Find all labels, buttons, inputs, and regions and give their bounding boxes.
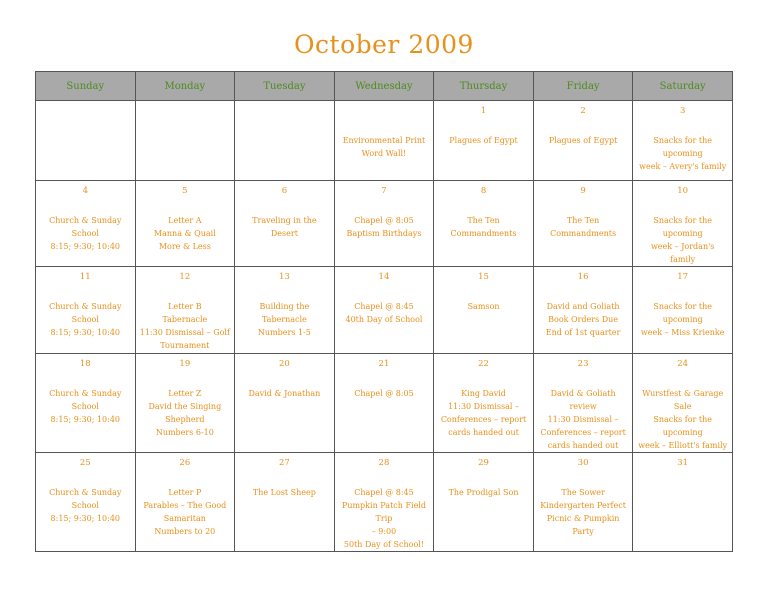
event-text: Church & Sunday School <box>49 216 122 238</box>
event-text: The Prodigal Son <box>448 488 519 497</box>
event-text: 8:15; 9:30; 10:40 <box>50 242 121 251</box>
event-text: David and Goliath <box>546 302 620 311</box>
day-cell <box>434 453 534 552</box>
day-number: 15 <box>478 272 489 282</box>
event-text: week – Elliott's family <box>638 441 728 450</box>
event-list <box>239 387 330 400</box>
day-number: 3 <box>679 106 686 116</box>
week-row <box>36 181 733 267</box>
day-number: 21 <box>378 359 390 369</box>
weekday-header-thursday: Thursday <box>434 72 534 101</box>
event-text: Church & Sunday School <box>49 302 122 324</box>
day-number: 5 <box>182 186 188 196</box>
event-text: Letter Z <box>168 389 202 398</box>
event-list <box>40 387 131 426</box>
weekday-header-friday: Friday <box>533 72 633 101</box>
event-list <box>140 214 231 253</box>
day-cell <box>633 354 733 453</box>
weekday-header-tuesday: Tuesday <box>235 72 335 101</box>
day-cell <box>36 181 136 267</box>
day-cell <box>36 354 136 453</box>
day-number: 10 <box>677 186 689 196</box>
day-cell <box>533 354 633 453</box>
event-text: week – Jordan's family <box>650 242 715 264</box>
event-list <box>538 214 629 240</box>
day-number: 14 <box>378 272 390 282</box>
event-text: More & Less <box>158 242 211 251</box>
day-number: 6 <box>281 186 288 196</box>
event-text: Letter B <box>168 302 202 311</box>
event-list <box>140 486 231 538</box>
event-text: – 9:00 <box>371 527 397 536</box>
event-text: Samaritan <box>163 514 206 523</box>
event-text: Baptism Birthdays <box>346 229 422 238</box>
day-number: 25 <box>79 458 91 468</box>
event-list <box>438 300 529 313</box>
day-number: 31 <box>677 458 689 468</box>
day-cell <box>36 267 136 354</box>
day-cell <box>533 101 633 181</box>
event-text: Tournament <box>160 341 210 350</box>
event-text: The Sower <box>561 488 605 497</box>
event-list <box>40 300 131 339</box>
event-text: Letter P <box>168 488 202 497</box>
day-number: 22 <box>478 359 489 369</box>
day-number: 30 <box>577 458 589 468</box>
event-text: Snacks for the upcoming <box>653 415 712 437</box>
event-list <box>538 300 629 339</box>
event-text: Parables – The Good <box>143 501 227 510</box>
day-cell <box>135 453 235 552</box>
day-number: 20 <box>278 359 290 369</box>
day-number <box>136 106 235 118</box>
event-list <box>239 300 330 339</box>
event-text: Numbers to 20 <box>154 527 216 536</box>
event-list <box>438 486 529 499</box>
event-list <box>339 387 430 400</box>
day-cell <box>334 101 434 181</box>
day-number: 24 <box>677 359 689 369</box>
event-text: 40th Day of School <box>345 315 423 324</box>
day-cell <box>135 101 235 181</box>
day-cell <box>633 267 733 354</box>
event-text: Shepherd <box>165 415 205 424</box>
event-text: The Lost Sheep <box>252 488 316 497</box>
day-number: 8 <box>480 186 487 196</box>
event-text: End of 1st quarter <box>545 328 621 337</box>
event-text: cards handed out <box>448 428 519 437</box>
event-list <box>339 486 430 551</box>
event-text: 50th Day of School! <box>343 540 425 549</box>
event-list <box>637 300 728 339</box>
day-number: 18 <box>79 359 91 369</box>
day-cell <box>334 453 434 552</box>
event-text: Wurstfest & Garage Sale <box>642 389 724 411</box>
day-cell <box>633 181 733 267</box>
day-number <box>235 106 334 118</box>
weekday-header-wednesday: Wednesday <box>334 72 434 101</box>
day-cell <box>334 267 434 354</box>
event-text: week – Avery's family <box>639 162 727 171</box>
week-row <box>36 267 733 354</box>
day-number: 17 <box>677 272 689 282</box>
event-text: Snacks for the upcoming <box>653 302 712 324</box>
event-text: Conferences – report <box>540 428 626 437</box>
event-text: David & Jonathan <box>248 389 321 398</box>
event-text: Conferences – report <box>440 415 527 424</box>
event-list <box>637 387 728 452</box>
day-cell <box>533 453 633 552</box>
event-text: Book Orders Due <box>548 315 619 324</box>
day-number: 12 <box>179 272 191 282</box>
day-number: 2 <box>580 106 586 116</box>
event-text: Snacks for the upcoming <box>653 216 712 238</box>
event-text: Letter A <box>168 216 202 225</box>
event-text: Tabernacle <box>162 315 208 324</box>
day-cell <box>36 101 136 181</box>
day-number: 29 <box>478 458 489 468</box>
event-text: Chapel @ 8:05 <box>354 216 414 225</box>
event-text: Church & Sunday School <box>49 389 122 411</box>
day-number: 13 <box>278 272 290 282</box>
event-text: Church & Sunday School <box>49 488 122 510</box>
day-cell <box>533 267 633 354</box>
day-cell <box>334 181 434 267</box>
event-text: 8:15; 9:30; 10:40 <box>50 514 121 523</box>
day-cell <box>633 453 733 552</box>
week-row <box>36 453 733 552</box>
weekday-header-monday: Monday <box>135 72 235 101</box>
day-cell <box>633 101 733 181</box>
day-cell <box>434 267 534 354</box>
day-number: 4 <box>82 186 88 196</box>
day-cell <box>434 181 534 267</box>
week-row <box>36 101 733 181</box>
event-list <box>438 134 529 147</box>
event-list <box>538 387 629 452</box>
event-text: 11:30 Dismissal – <box>448 402 519 411</box>
event-text: Picnic & Pumpkin Party <box>546 514 620 536</box>
day-number: 9 <box>580 186 586 196</box>
event-text: Samson <box>467 302 500 311</box>
event-text: Chapel @ 8:05 <box>354 389 414 398</box>
event-list <box>538 134 629 147</box>
calendar-grid <box>35 71 733 552</box>
event-text: Chapel @ 8:45 <box>354 302 414 311</box>
day-cell <box>135 267 235 354</box>
event-list <box>239 486 330 499</box>
event-text: The Ten Commandments <box>550 216 617 238</box>
event-text: Snacks for the upcoming <box>653 136 712 158</box>
weekday-header-sunday: Sunday <box>36 72 136 101</box>
day-number: 16 <box>577 272 589 282</box>
day-number: 11 <box>79 272 91 282</box>
event-text: 8:15; 9:30; 10:40 <box>50 328 121 337</box>
event-text: King David <box>461 389 506 398</box>
event-list <box>339 214 430 240</box>
day-cell <box>235 181 335 267</box>
day-cell <box>434 354 534 453</box>
event-text: Pumpkin Patch Field Trip <box>341 501 426 523</box>
event-text: 11:30 Dismissal – Golf <box>139 328 230 337</box>
event-list <box>339 134 430 160</box>
event-list <box>438 387 529 439</box>
day-cell <box>334 354 434 453</box>
day-number: 23 <box>577 359 589 369</box>
event-list <box>40 486 131 525</box>
event-list <box>637 134 728 173</box>
day-number: 28 <box>378 458 390 468</box>
day-number: 7 <box>381 186 387 196</box>
day-number: 27 <box>278 458 290 468</box>
event-list <box>339 300 430 326</box>
event-text: Kindergarten Perfect <box>540 501 626 510</box>
week-row <box>36 354 733 453</box>
day-cell <box>434 101 534 181</box>
day-number: 26 <box>179 458 191 468</box>
day-number: 1 <box>480 106 487 116</box>
day-number <box>335 106 434 118</box>
event-list <box>140 300 231 352</box>
day-cell <box>135 354 235 453</box>
event-text: Numbers 1-5 <box>257 328 311 337</box>
event-text: Word Wall! <box>361 149 407 158</box>
weekday-header-row <box>36 72 733 101</box>
event-text: Numbers 6-10 <box>155 428 214 437</box>
event-list <box>438 214 529 240</box>
day-cell <box>135 181 235 267</box>
day-cell <box>36 453 136 552</box>
day-cell <box>235 453 335 552</box>
event-text: 8:15; 9:30; 10:40 <box>50 415 121 424</box>
event-text: week – Miss Krienke <box>640 328 725 337</box>
event-text: Building the Tabernacle <box>259 302 310 324</box>
day-number: 19 <box>179 359 191 369</box>
event-list <box>637 214 728 266</box>
day-cell <box>235 267 335 354</box>
event-list <box>538 486 629 538</box>
day-cell <box>235 354 335 453</box>
weekday-header-saturday: Saturday <box>633 72 733 101</box>
event-text: David the Singing <box>148 402 222 411</box>
day-cell <box>533 181 633 267</box>
event-text: Traveling in the Desert <box>252 216 317 238</box>
event-text: Plagues of Egypt <box>449 136 518 145</box>
event-text: Plagues of Egypt <box>548 136 618 145</box>
calendar-title: October 2009 <box>294 30 474 59</box>
event-text: Environmental Print <box>342 136 426 145</box>
event-list <box>239 214 330 240</box>
event-text: cards handed out <box>547 441 619 450</box>
event-list <box>40 214 131 253</box>
event-text: The Ten Commandments <box>450 216 517 238</box>
event-text: Manna & Quail <box>153 229 216 238</box>
day-number <box>36 106 135 118</box>
day-cell <box>235 101 335 181</box>
event-text: Chapel @ 8:45 <box>354 488 414 497</box>
event-list <box>140 387 231 439</box>
event-text: 11:30 Dismissal – <box>547 415 619 424</box>
event-text: David & Goliath review <box>550 389 616 411</box>
